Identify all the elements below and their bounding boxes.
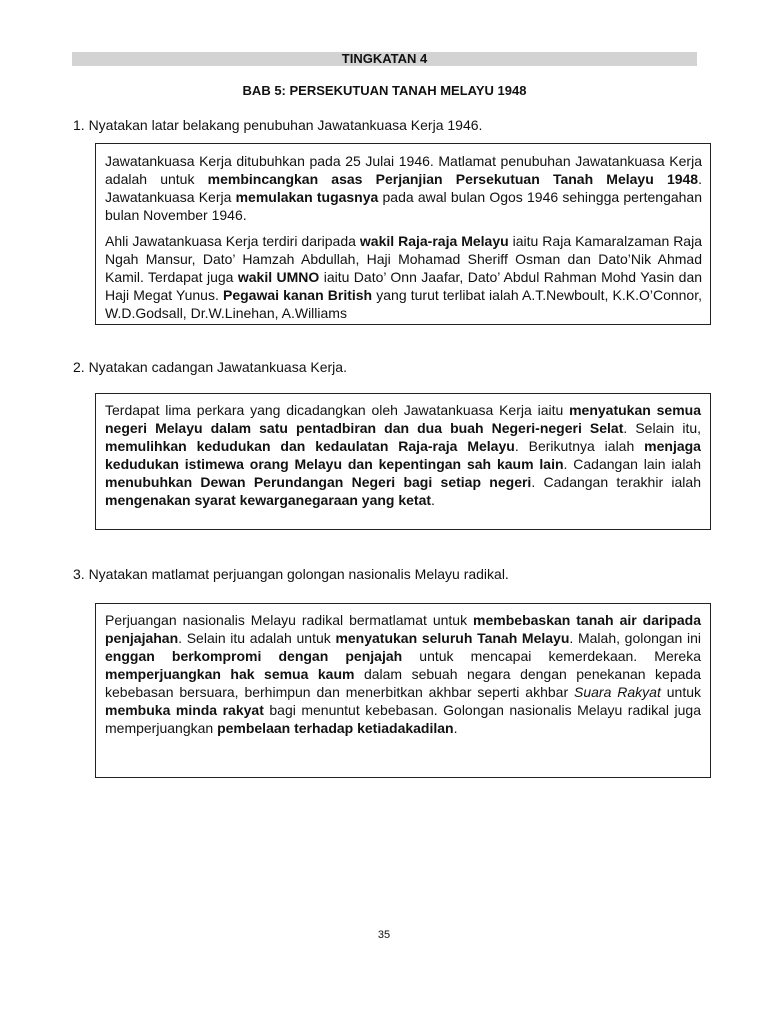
answer-paragraph [105,232,702,322]
answer-text: yang turut terlibat ialah A.T.Newboult, K.K.O’Connor, W.D.Godsall, Dr.W.Linehan, A.Williams [105,287,702,321]
italic-title: Suara Rakyat [574,684,661,700]
bold-keyword: memulihkan kedudukan dan kedaulatan Raja-raja Melayu [105,438,515,454]
bold-keyword: wakil Raja-raja Melayu [359,233,509,249]
bold-keyword: enggan berkompromi dengan penjajah [105,648,403,664]
answer-text: Ahli Jawatankuasa Kerja terdiri daripada [105,233,360,249]
answer-paragraph [105,401,701,509]
answer-text: Jawatankuasa Kerja ditubuhkan pada 25 Julai 1946. Matlamat penubuhan Jawatankuasa Kerja adalah untuk [105,153,702,187]
answer-paragraph [105,611,701,737]
page-number: 35 [377,929,391,941]
bold-keyword: memperjuangkan hak semua kaum [105,666,355,682]
answer-text: untuk mencapai kemerdekaan. Mereka [402,648,701,664]
answer-text: Terdapat lima perkara yang dicadangkan oleh Jawatankuasa Kerja iaitu [105,402,570,418]
bold-keyword: menyatukan seluruh Tanah Melayu [335,630,570,646]
answer-text: Perjuangan nasionalis Melayu radikal bermatlamat untuk [105,612,474,628]
bold-keyword: membincangkan asas Perjanjian Persekutuan Tanah Melayu 1948 [207,171,699,187]
answer-text: . Cadangan lain ialah [563,456,701,472]
answer-text: iaitu Dato’ Onn Jaafar, Dato’ Abdul Rahman Mohd Yasin dan Haji Megat Yunus. [105,269,703,303]
answer-text: . Malah, golongan ini [569,630,701,646]
answer-box-3 [95,603,711,778]
answer-text: . Selain itu adalah untuk [178,630,336,646]
question-2: 2. Nyatakan cadangan Jawatankuasa Kerja. [73,359,347,375]
bold-keyword: menjaga kedudukan istimewa orang Melayu dan kepentingan sah kaum lain [105,438,701,472]
bold-keyword: menyatukan semua negeri Melayu dalam satu pentadbiran dan dua buah Negeri-negeri Selat [105,402,701,436]
bold-keyword: memulakan tugasnya [235,189,379,205]
answer-text: . [431,492,435,508]
bold-keyword: membuka minda rakyat [105,702,264,718]
bold-keyword: pembelaan terhadap ketiadakadilan [217,720,454,736]
answer-text: bagi menuntut kebebasan. Golongan nasionalis Melayu radikal juga memperjuangkan [105,702,702,736]
answer-text: . Jawatankuasa Kerja [105,171,702,205]
bold-keyword: wakil UMNO [237,269,320,285]
chapter-title: BAB 5: PERSEKUTUAN TANAH MELAYU 1948 [242,83,527,98]
bold-keyword: Pegawai kanan British [223,287,373,303]
bold-keyword: mengenakan syarat kewarganegaraan yang ketat [105,492,432,508]
answer-text: . [453,720,458,736]
bold-keyword: membebaskan tanah air daripada penjajahan [105,612,701,646]
answer-text: pada awal bulan Ogos 1946 sehingga pertengahan bulan November 1946. [105,189,703,223]
answer-text: dalam sebuah negara dengan penekanan kepada kebebasan bersuara, berhimpun dan menerbitkan akhbar seperti akhbar [105,666,701,700]
answer-text: . Berikutnya ialah [514,438,645,454]
answer-text: . Cadangan terakhir ialah [531,474,701,490]
answer-text: . Selain itu, [623,420,702,436]
question-1: 1. Nyatakan latar belakang penubuhan Jawatankuasa Kerja 1946. [73,117,483,133]
answer-box-1 [95,143,711,325]
answer-text: untuk [660,684,701,700]
bold-keyword: menubuhkan Dewan Perundangan Negeri bagi setiap negeri [105,474,532,490]
answer-box-2 [95,393,711,530]
grade-header: TINGKATAN 4 [72,52,697,66]
question-3: 3. Nyatakan matlamat perjuangan golongan nasionalis Melayu radikal. [73,566,509,582]
answer-text: iaitu Raja Kamaralzaman Raja Ngah Mansur, Dato’ Hamzah Abdullah, Haji Mohamad Sheriff Osman dan Dato’Nik Ahmad Kamil. Terdapat juga [105,233,702,285]
answer-paragraph [105,152,702,224]
